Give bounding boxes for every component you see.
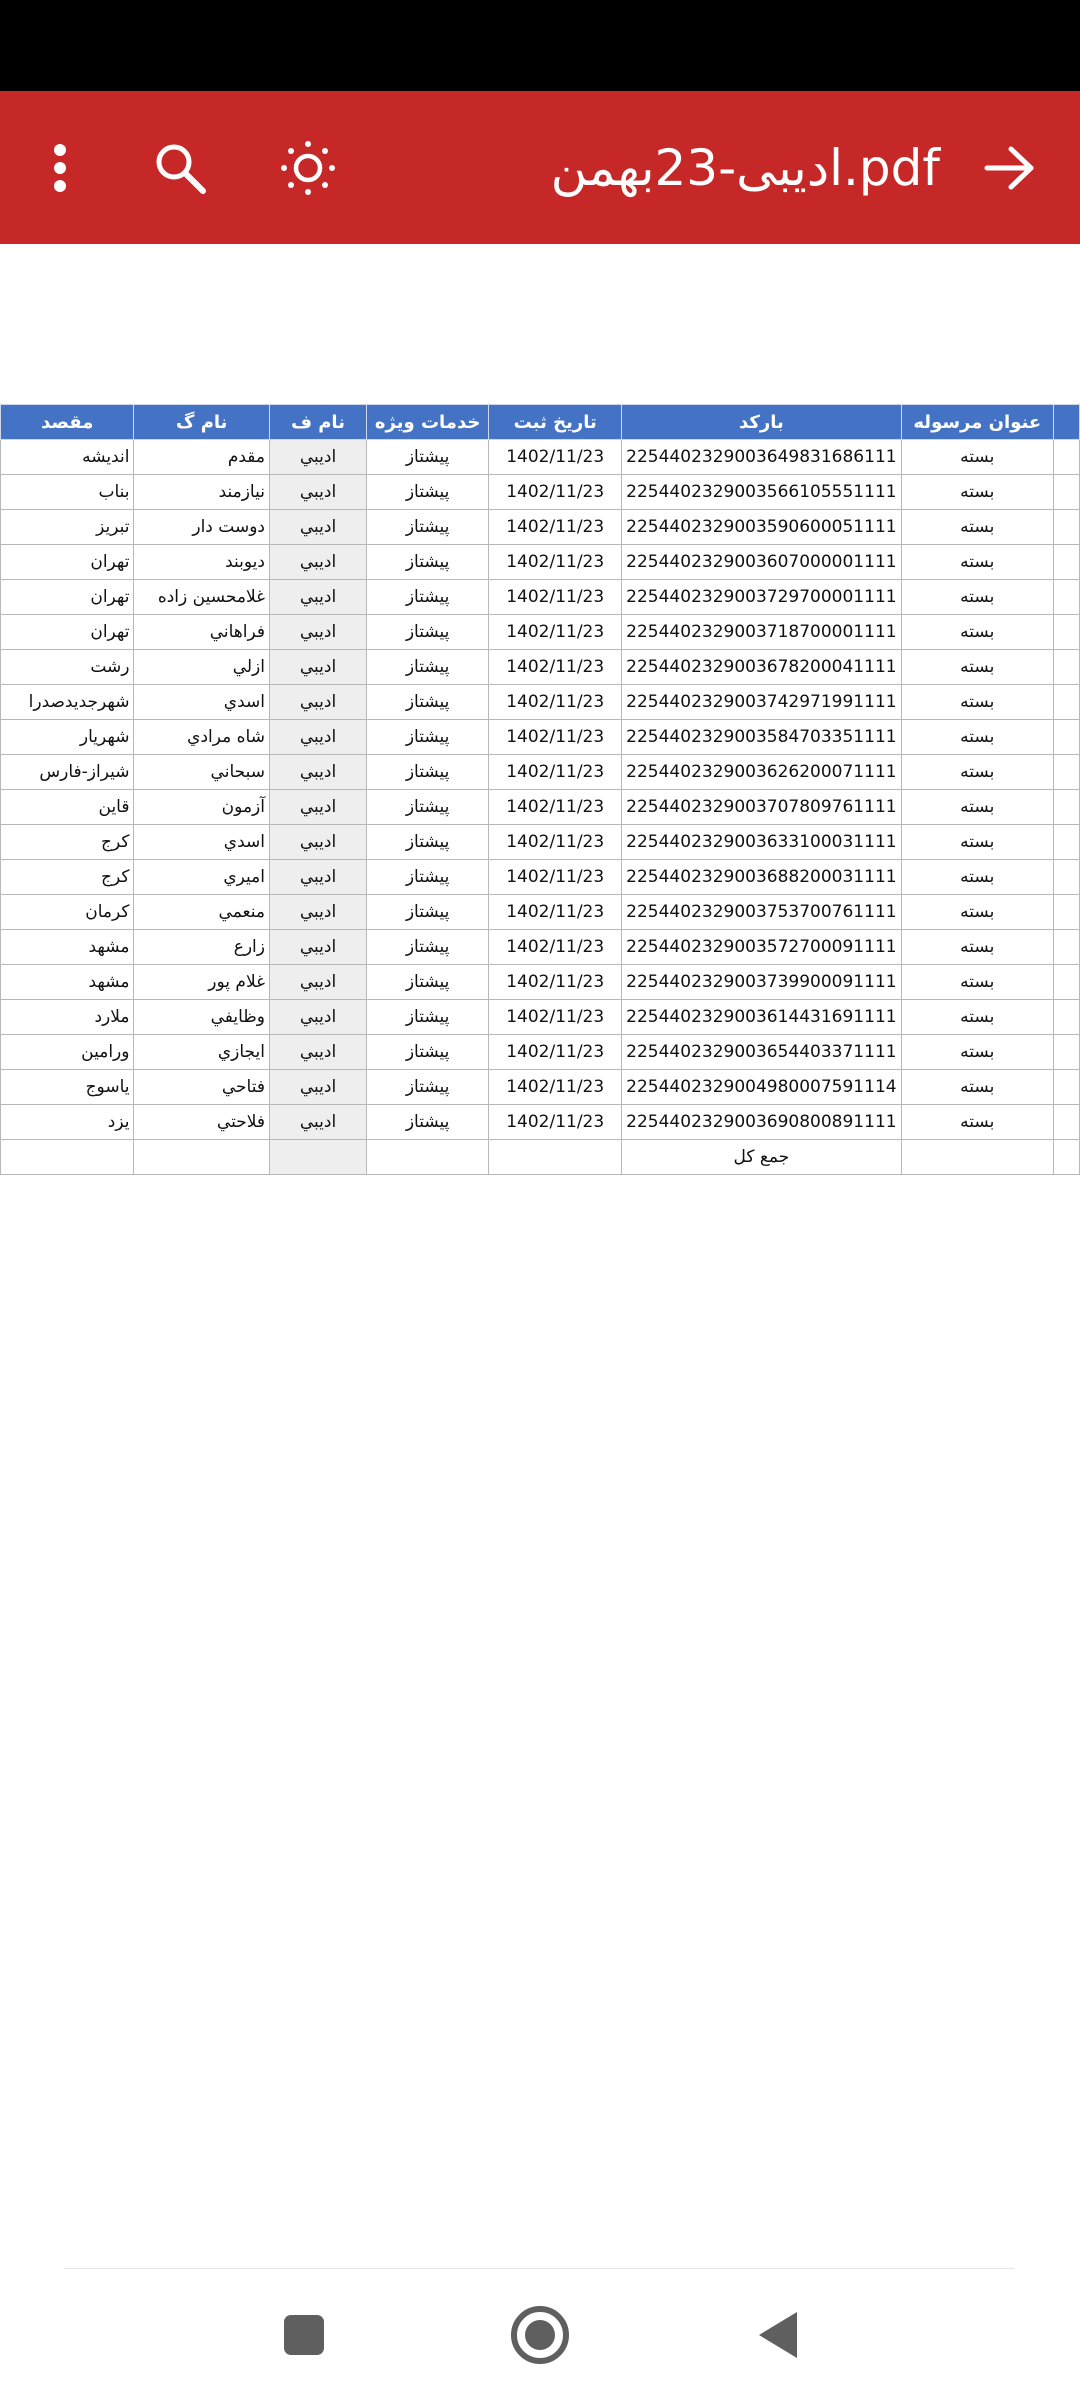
cell-last-name: آزمون <box>134 790 270 825</box>
header-shipment-title: عنوان مرسوله <box>901 405 1053 440</box>
cell-shipment-title: بسته <box>901 965 1053 1000</box>
cell-extra <box>1053 1070 1079 1105</box>
cell-registration-date: 1402/11/23 <box>489 930 622 965</box>
cell-extra <box>1053 825 1079 860</box>
cell-special-services: پیشتاز <box>367 685 489 720</box>
cell-first-name: اديبي <box>269 1035 366 1070</box>
cell-first-name: اديبي <box>269 580 366 615</box>
table-row <box>1 440 1080 475</box>
status-bar <box>0 0 1080 91</box>
cell-last-name: ديوبند <box>134 545 270 580</box>
cell-barcode: 2254402329003566105551111 <box>622 475 901 510</box>
header-last-name: نام گ <box>134 405 270 440</box>
cell-extra <box>1053 685 1079 720</box>
cell-special-services: پیشتاز <box>367 545 489 580</box>
table-row <box>1 1035 1080 1070</box>
cell-shipment-title: بسته <box>901 825 1053 860</box>
cell-first-name: اديبي <box>269 825 366 860</box>
cell-special-services: پیشتاز <box>367 790 489 825</box>
cell-first-name: اديبي <box>269 790 366 825</box>
cell-special-services: پیشتاز <box>367 650 489 685</box>
cell-last-name: فلاحتي <box>134 1105 270 1140</box>
table-row <box>1 685 1080 720</box>
cell-barcode: 2254402329003626200071111 <box>622 755 901 790</box>
cell-first-name: اديبي <box>269 895 366 930</box>
cell-extra <box>1053 475 1079 510</box>
cell-extra <box>1053 930 1079 965</box>
cell-last-name: زارع <box>134 930 270 965</box>
cell-registration-date: 1402/11/23 <box>489 1000 622 1035</box>
cell-barcode: 2254402329003678200041111 <box>622 650 901 685</box>
cell-shipment-title: بسته <box>901 895 1053 930</box>
cell-last-name: اميري <box>134 860 270 895</box>
cell-shipment-title: بسته <box>901 1070 1053 1105</box>
cell-last-name: ازلي <box>134 650 270 685</box>
cell-registration-date: 1402/11/23 <box>489 860 622 895</box>
total-empty-cell <box>367 1140 489 1175</box>
cell-registration-date: 1402/11/23 <box>489 825 622 860</box>
cell-registration-date: 1402/11/23 <box>489 965 622 1000</box>
cell-first-name: اديبي <box>269 755 366 790</box>
cell-extra <box>1053 510 1079 545</box>
more-vert-icon[interactable] <box>28 91 92 244</box>
cell-first-name: اديبي <box>269 930 366 965</box>
cell-destination: ورامين <box>1 1035 134 1070</box>
table-row <box>1 650 1080 685</box>
cell-barcode: 2254402329003584703351111 <box>622 720 901 755</box>
cell-registration-date: 1402/11/23 <box>489 650 622 685</box>
cell-registration-date: 1402/11/23 <box>489 580 622 615</box>
cell-special-services: پیشتاز <box>367 860 489 895</box>
cell-shipment-title: بسته <box>901 685 1053 720</box>
cell-extra <box>1053 650 1079 685</box>
total-empty-cell <box>269 1140 366 1175</box>
cell-registration-date: 1402/11/23 <box>489 510 622 545</box>
cell-first-name: اديبي <box>269 685 366 720</box>
cell-registration-date: 1402/11/23 <box>489 895 622 930</box>
total-empty-cell <box>1 1140 134 1175</box>
cell-barcode: 2254402329003649831686111 <box>622 440 901 475</box>
cell-shipment-title: بسته <box>901 650 1053 685</box>
cell-first-name: اديبي <box>269 1105 366 1140</box>
app-bar <box>0 91 1080 244</box>
cell-destination: شهريار <box>1 720 134 755</box>
cell-destination: شيراز-فارس <box>1 755 134 790</box>
search-icon[interactable] <box>140 91 220 244</box>
cell-last-name: ايجازي <box>134 1035 270 1070</box>
cell-barcode: 2254402329003607000001111 <box>622 545 901 580</box>
cell-first-name: اديبي <box>269 475 366 510</box>
cell-registration-date: 1402/11/23 <box>489 1070 622 1105</box>
cell-last-name: نيازمند <box>134 475 270 510</box>
table-row <box>1 510 1080 545</box>
cell-barcode: 2254402329003742971991111 <box>622 685 901 720</box>
cell-special-services: پیشتاز <box>367 615 489 650</box>
cell-destination: تهران <box>1 580 134 615</box>
cell-shipment-title: بسته <box>901 1035 1053 1070</box>
cell-special-services: پیشتاز <box>367 1000 489 1035</box>
header-destination: مقصد <box>1 405 134 440</box>
cell-shipment-title: بسته <box>901 440 1053 475</box>
cell-shipment-title: بسته <box>901 1105 1053 1140</box>
cell-last-name: وظايفي <box>134 1000 270 1035</box>
back-triangle-icon[interactable] <box>718 2269 838 2400</box>
cell-destination: قاين <box>1 790 134 825</box>
cell-extra <box>1053 615 1079 650</box>
cell-last-name: اسدي <box>134 825 270 860</box>
cell-last-name: مقدم <box>134 440 270 475</box>
cell-extra <box>1053 440 1079 475</box>
cell-registration-date: 1402/11/23 <box>489 1105 622 1140</box>
cell-barcode: 2254402329003739900091111 <box>622 965 901 1000</box>
cell-destination: تهران <box>1 545 134 580</box>
cell-barcode: 2254402329003590600051111 <box>622 510 901 545</box>
table-row <box>1 720 1080 755</box>
cell-extra <box>1053 1105 1079 1140</box>
cell-special-services: پیشتاز <box>367 720 489 755</box>
shipments-table <box>0 404 1080 1175</box>
cell-last-name: فتاحي <box>134 1070 270 1105</box>
cell-first-name: اديبي <box>269 440 366 475</box>
cell-destination: رشت <box>1 650 134 685</box>
cell-shipment-title: بسته <box>901 545 1053 580</box>
cell-destination: مشهد <box>1 965 134 1000</box>
total-empty-cell <box>134 1140 270 1175</box>
cell-barcode: 2254402329004980007591114 <box>622 1070 901 1105</box>
cell-registration-date: 1402/11/23 <box>489 1035 622 1070</box>
cell-shipment-title: بسته <box>901 475 1053 510</box>
cell-destination: کرمان <box>1 895 134 930</box>
header-special-services: خدمات ویژه <box>367 405 489 440</box>
table-row <box>1 545 1080 580</box>
table-row <box>1 755 1080 790</box>
table-header-row <box>1 405 1080 440</box>
cell-registration-date: 1402/11/23 <box>489 440 622 475</box>
cell-registration-date: 1402/11/23 <box>489 720 622 755</box>
table-row <box>1 825 1080 860</box>
cell-first-name: اديبي <box>269 1070 366 1105</box>
document-table-view[interactable] <box>0 404 1080 1218</box>
cell-special-services: پیشتاز <box>367 1035 489 1070</box>
cell-shipment-title: بسته <box>901 755 1053 790</box>
cell-registration-date: 1402/11/23 <box>489 685 622 720</box>
cell-first-name: اديبي <box>269 860 366 895</box>
cell-extra <box>1053 965 1079 1000</box>
cell-shipment-title: بسته <box>901 790 1053 825</box>
cell-shipment-title: بسته <box>901 615 1053 650</box>
cell-first-name: اديبي <box>269 650 366 685</box>
cell-destination: مشهد <box>1 930 134 965</box>
home-circle-icon[interactable] <box>480 2269 600 2400</box>
total-empty-cell <box>901 1140 1053 1175</box>
cell-extra <box>1053 545 1079 580</box>
cell-special-services: پیشتاز <box>367 440 489 475</box>
arrow-right-icon[interactable] <box>965 91 1055 244</box>
total-label: جمع کل <box>622 1140 901 1175</box>
cell-first-name: اديبي <box>269 510 366 545</box>
table-row <box>1 790 1080 825</box>
cell-special-services: پیشتاز <box>367 475 489 510</box>
cell-special-services: پیشتاز <box>367 895 489 930</box>
cell-barcode: 2254402329003690800891111 <box>622 1105 901 1140</box>
cell-extra <box>1053 895 1079 930</box>
cell-destination: تبريز <box>1 510 134 545</box>
cell-shipment-title: بسته <box>901 1000 1053 1035</box>
cell-destination: کرج <box>1 825 134 860</box>
cell-barcode: 2254402329003718700001111 <box>622 615 901 650</box>
cell-shipment-title: بسته <box>901 930 1053 965</box>
cell-special-services: پیشتاز <box>367 1070 489 1105</box>
cell-last-name: منعمي <box>134 895 270 930</box>
table-total-row <box>1 1140 1080 1175</box>
recents-square-icon[interactable] <box>244 2269 364 2400</box>
table-row <box>1 895 1080 930</box>
cell-extra <box>1053 755 1079 790</box>
cell-first-name: اديبي <box>269 720 366 755</box>
cell-extra <box>1053 860 1079 895</box>
cell-last-name: شاه مرادي <box>134 720 270 755</box>
cell-destination: کرج <box>1 860 134 895</box>
cell-special-services: پیشتاز <box>367 510 489 545</box>
header-barcode: بارکد <box>622 405 901 440</box>
cell-destination: ياسوج <box>1 1070 134 1105</box>
cell-special-services: پیشتاز <box>367 1105 489 1140</box>
cell-last-name: دوست دار <box>134 510 270 545</box>
cell-destination: بناب <box>1 475 134 510</box>
cell-last-name: اسدي <box>134 685 270 720</box>
cell-registration-date: 1402/11/23 <box>489 790 622 825</box>
cell-barcode: 2254402329003753700761111 <box>622 895 901 930</box>
cell-special-services: پیشتاز <box>367 930 489 965</box>
cell-destination: انديشه <box>1 440 134 475</box>
system-nav-bar <box>0 2269 1080 2400</box>
table-row <box>1 580 1080 615</box>
cell-special-services: پیشتاز <box>367 825 489 860</box>
table-row <box>1 1070 1080 1105</box>
cell-registration-date: 1402/11/23 <box>489 475 622 510</box>
cell-barcode: 2254402329003633100031111 <box>622 825 901 860</box>
cell-shipment-title: بسته <box>901 510 1053 545</box>
cell-shipment-title: بسته <box>901 860 1053 895</box>
cell-destination: ملارد <box>1 1000 134 1035</box>
total-empty-cell <box>489 1140 622 1175</box>
cell-destination: شهرجديدصدرا <box>1 685 134 720</box>
cell-last-name: غلامحسين زاده <box>134 580 270 615</box>
table-row <box>1 475 1080 510</box>
cell-extra <box>1053 580 1079 615</box>
cell-destination: تهران <box>1 615 134 650</box>
cell-last-name: سبحاني <box>134 755 270 790</box>
cell-extra <box>1053 720 1079 755</box>
table-row <box>1 615 1080 650</box>
cell-first-name: اديبي <box>269 615 366 650</box>
cell-extra <box>1053 1035 1079 1070</box>
document-title: ادیبی-23بهمن.pdf <box>550 138 940 197</box>
cell-barcode: 2254402329003654403371111 <box>622 1035 901 1070</box>
table-row <box>1 930 1080 965</box>
cell-destination: يزد <box>1 1105 134 1140</box>
cell-special-services: پیشتاز <box>367 580 489 615</box>
header-registration-date: تاریخ ثبت <box>489 405 622 440</box>
cell-first-name: اديبي <box>269 1000 366 1035</box>
cell-barcode: 2254402329003688200031111 <box>622 860 901 895</box>
cell-extra <box>1053 790 1079 825</box>
cell-registration-date: 1402/11/23 <box>489 615 622 650</box>
cell-special-services: پیشتاز <box>367 755 489 790</box>
table-row <box>1 860 1080 895</box>
total-empty-cell <box>1053 1140 1079 1175</box>
cell-barcode: 2254402329003614431691111 <box>622 1000 901 1035</box>
cell-registration-date: 1402/11/23 <box>489 755 622 790</box>
cell-barcode: 2254402329003707809761111 <box>622 790 901 825</box>
cell-last-name: غلام پور <box>134 965 270 1000</box>
table-row <box>1 1105 1080 1140</box>
cell-first-name: اديبي <box>269 545 366 580</box>
brightness-icon[interactable] <box>268 91 348 244</box>
cell-registration-date: 1402/11/23 <box>489 545 622 580</box>
header-extra <box>1053 405 1079 440</box>
cell-barcode: 2254402329003729700001111 <box>622 580 901 615</box>
cell-extra <box>1053 1000 1079 1035</box>
cell-shipment-title: بسته <box>901 580 1053 615</box>
header-first-name: نام ف <box>269 405 366 440</box>
cell-special-services: پیشتاز <box>367 965 489 1000</box>
cell-shipment-title: بسته <box>901 720 1053 755</box>
cell-barcode: 2254402329003572700091111 <box>622 930 901 965</box>
cell-first-name: اديبي <box>269 965 366 1000</box>
cell-last-name: فراهاني <box>134 615 270 650</box>
table-row <box>1 965 1080 1000</box>
table-row <box>1 1000 1080 1035</box>
